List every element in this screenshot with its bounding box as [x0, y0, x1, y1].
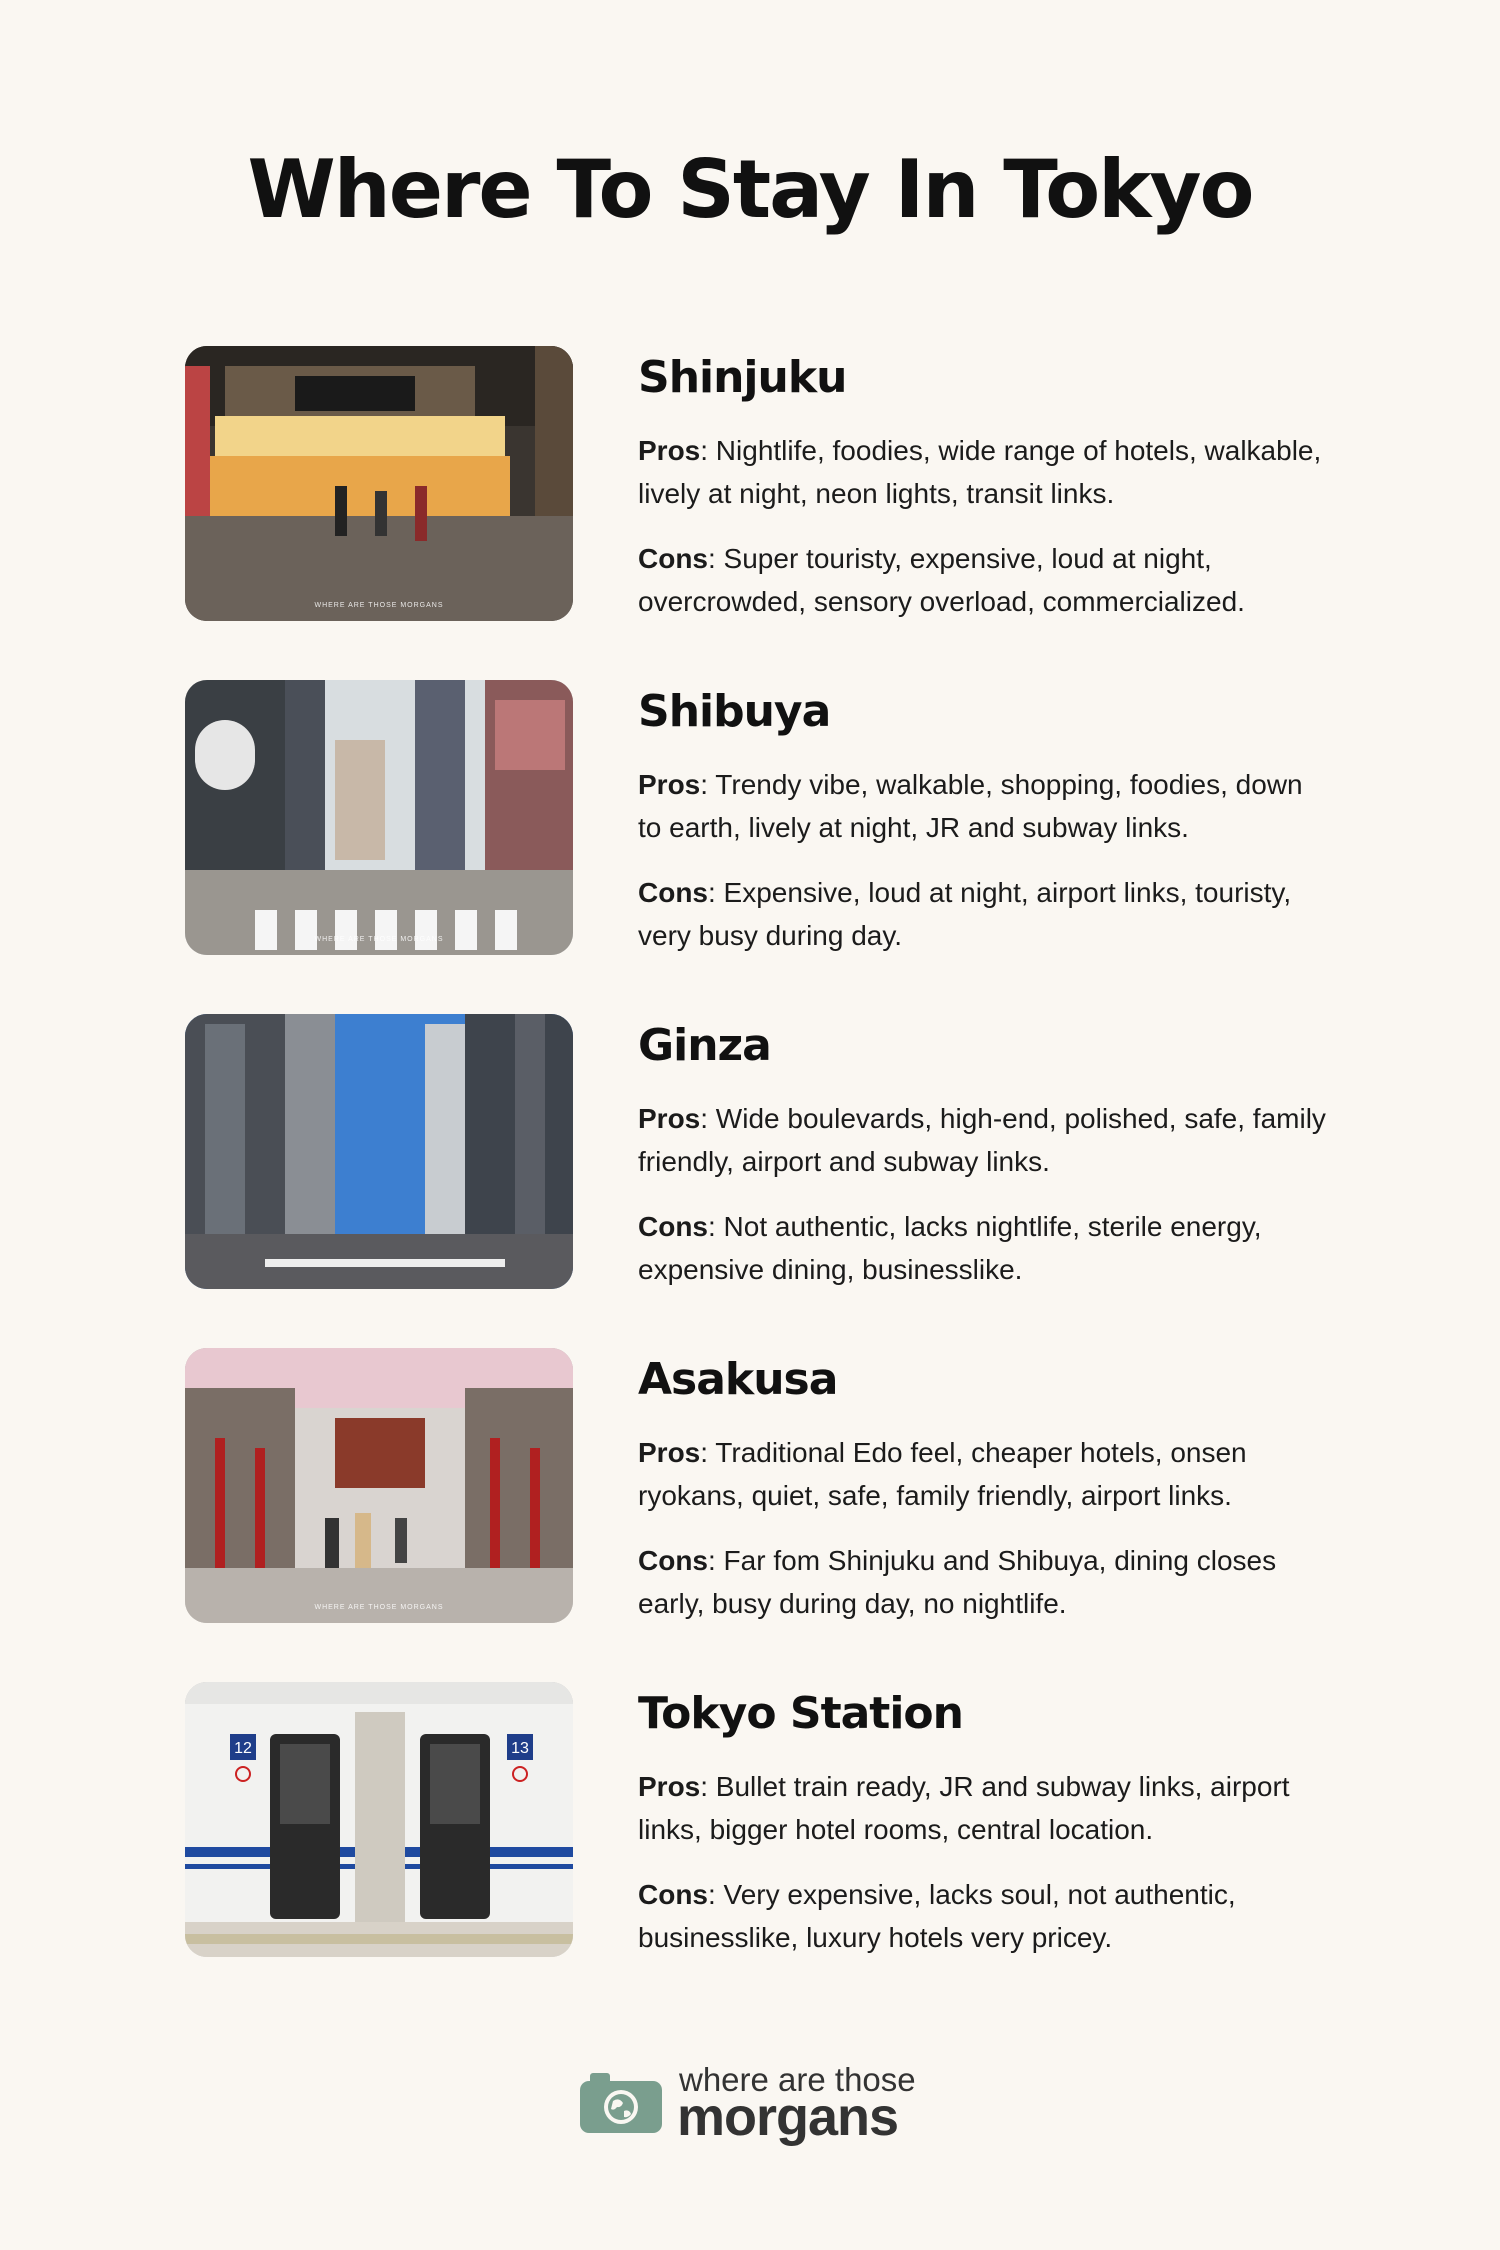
district-entry-ginza [185, 1014, 1335, 1294]
pros-value: : Traditional Edo feel, cheaper hotels, onsen ryokans, quiet, safe, family friendly, airport links. [638, 1436, 1247, 1511]
district-entry-shinjuku [185, 346, 1335, 626]
cons-value: : Not authentic, lacks nightlife, sterile energy, expensive dining, businesslike. [638, 1210, 1262, 1285]
photo-watermark: WHERE ARE THOSE MORGANS [314, 1604, 444, 1611]
pros-text [638, 429, 1328, 515]
district-text [638, 1014, 1328, 1313]
pros-text [638, 1765, 1328, 1851]
car-number-13: 13 [511, 1740, 529, 1757]
district-name: Ginza [638, 1020, 771, 1071]
pros-value: : Bullet train ready, JR and subway links, airport links, bigger hotel rooms, central location. [638, 1770, 1290, 1845]
cons-text [638, 871, 1328, 957]
shibuya-photo [185, 680, 573, 955]
pros-label: Pros [638, 768, 701, 800]
cons-value: : Expensive, loud at night, airport links, touristy, very busy during day. [638, 876, 1292, 951]
pros-value: : Trendy vibe, walkable, shopping, foodies, down to earth, lively at night, JR and subway links. [638, 768, 1303, 843]
cons-text [638, 537, 1328, 623]
pros-text [638, 1431, 1328, 1517]
pros-label: Pros [638, 1436, 701, 1468]
district-text [638, 346, 1328, 645]
cons-label: Cons [638, 1210, 708, 1242]
logo-text-top: where are those [679, 2061, 916, 2098]
pros-text [638, 763, 1328, 849]
pros-value: : Nightlife, foodies, wide range of hotels, walkable, lively at night, neon lights, transit links. [638, 434, 1322, 509]
car-number-12: 12 [234, 1740, 252, 1757]
cons-value: : Very expensive, lacks soul, not authentic, businesslike, luxury hotels very pricey. [638, 1878, 1236, 1953]
district-entry-asakusa [185, 1348, 1335, 1628]
district-name: Shinjuku [638, 352, 847, 403]
pros-text [638, 1097, 1328, 1183]
pros-label: Pros [638, 1102, 701, 1134]
pros-label: Pros [638, 434, 701, 466]
cons-text [638, 1873, 1328, 1959]
district-text [638, 680, 1328, 979]
shinjuku-photo [185, 346, 573, 621]
page-title: Where To Stay In Tokyo [247, 143, 1253, 236]
photo-watermark: WHERE ARE THOSE MORGANS [314, 602, 444, 609]
brand-logo[interactable] [580, 2063, 940, 2148]
cons-value: : Far fom Shinjuku and Shibuya, dining closes early, busy during day, no nightlife. [638, 1544, 1277, 1619]
pros-value: : Wide boulevards, high-end, polished, safe, family friendly, airport and subway links. [638, 1102, 1326, 1177]
ginza-photo [185, 1014, 573, 1289]
district-text [638, 1682, 1328, 1981]
tokyo-station-photo [185, 1682, 573, 1957]
district-entry-shibuya [185, 680, 1335, 960]
photo-watermark: WHERE ARE THOSE MORGANS [314, 936, 444, 943]
cons-label: Cons [638, 1544, 708, 1576]
district-entry-tokyo-station [185, 1682, 1335, 1962]
district-text [638, 1348, 1328, 1647]
asakusa-photo [185, 1348, 573, 1623]
cons-text [638, 1539, 1328, 1625]
camera-globe-icon [580, 2071, 662, 2133]
district-name: Asakusa [638, 1354, 838, 1405]
cons-value: : Super touristy, expensive, loud at night, overcrowded, sensory overload, commercialized. [638, 542, 1245, 617]
cons-label: Cons [638, 542, 708, 574]
cons-label: Cons [638, 1878, 708, 1910]
logo-text-bottom: morgans [677, 2087, 899, 2147]
district-name: Shibuya [638, 686, 831, 737]
cons-label: Cons [638, 876, 708, 908]
pros-label: Pros [638, 1770, 701, 1802]
cons-text [638, 1205, 1328, 1291]
district-name: Tokyo Station [638, 1688, 963, 1739]
